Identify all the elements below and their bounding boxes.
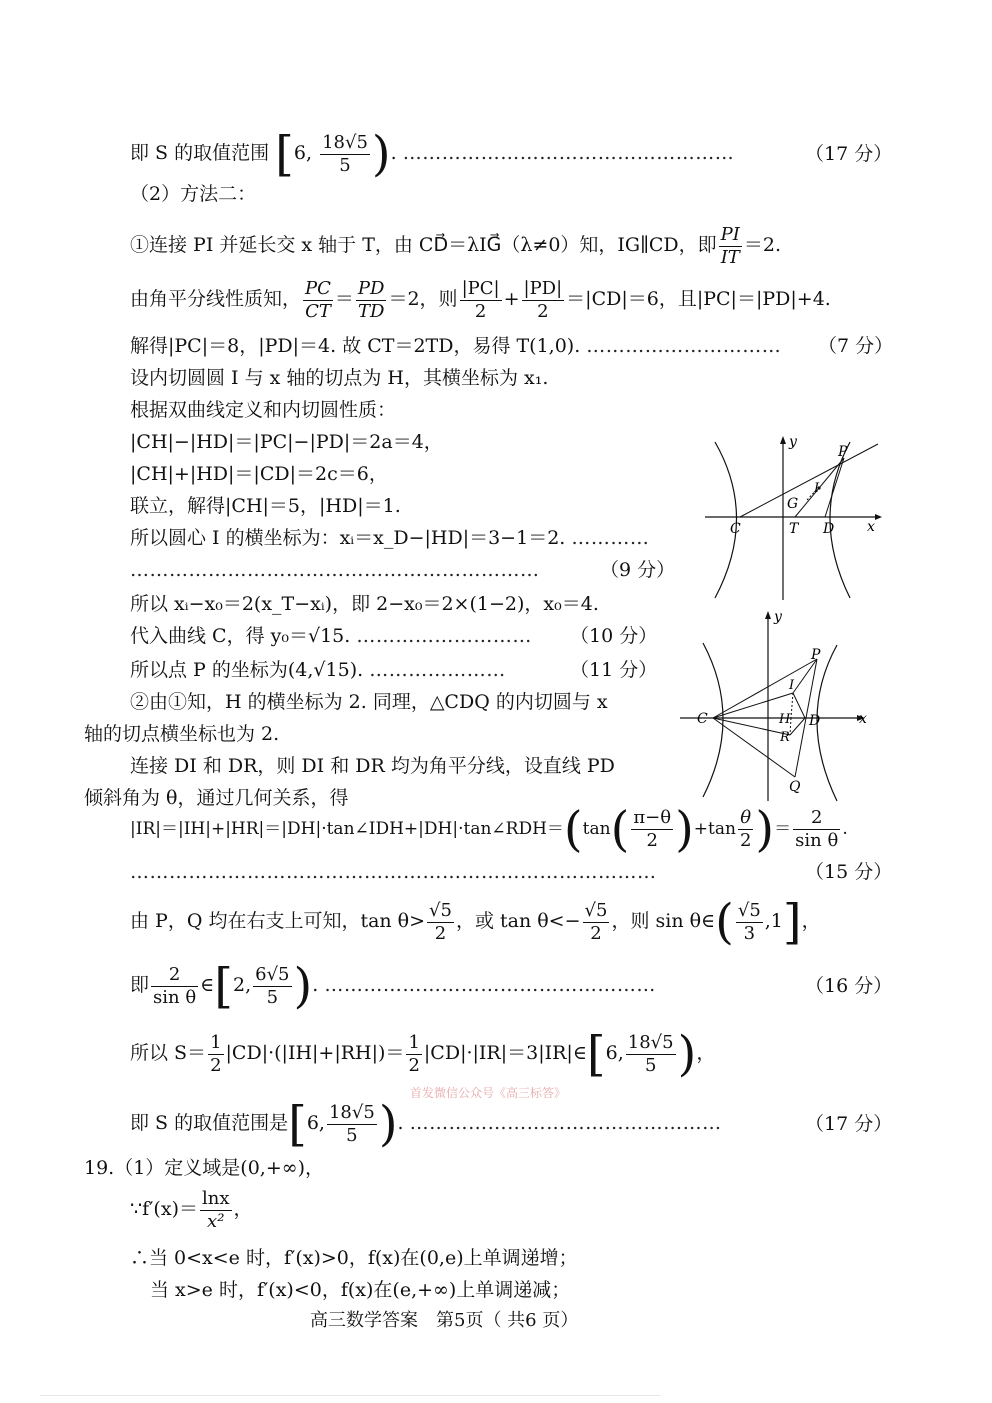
right-branch: [830, 442, 850, 598]
label-d: D: [823, 521, 835, 537]
bracket: ): [675, 801, 694, 858]
text: 所以圆心 I 的横坐标为：xᵢ＝x_D−|HD|＝3−1＝2.: [130, 527, 566, 549]
line-hyperbola-def: 根据双曲线定义和内切圆性质：: [130, 399, 397, 421]
fraction: $\frac{√5}{3}$: [737, 899, 761, 944]
text: |IR|＝|IH|+|HR|＝|DH|·tan∠IDH+|DH|·tan∠RDH＝: [130, 819, 564, 839]
label-t: T: [789, 521, 799, 537]
leader-dots: ………………………………………………………………………: [130, 861, 657, 883]
text: 所以 S＝: [130, 1042, 207, 1064]
line-cp: [740, 444, 878, 517]
hyperbola-figure-1: [700, 430, 890, 605]
score-10: （10 分）: [570, 625, 658, 647]
bracket: (: [563, 801, 583, 858]
line-id: [793, 693, 805, 718]
fraction: $\frac{\theta}{2}$: [739, 807, 752, 851]
text: ，或 tan θ<−: [455, 910, 581, 932]
fraction: $\frac{2}{\text{sin θ}}$: [795, 807, 839, 851]
line-dots-9: [130, 556, 540, 584]
line-cp: [713, 659, 817, 718]
text: ，: [233, 1198, 253, 1220]
text: 所以点 P 的坐标为(4,√15).: [130, 659, 364, 681]
bracket: [: [288, 1096, 307, 1152]
line-solve-pc: [130, 332, 781, 360]
text: 2,: [232, 974, 252, 996]
score-16: （16 分）: [805, 975, 893, 997]
line-method-two: （2）方法二：: [130, 183, 257, 205]
label-q: Q: [789, 779, 801, 795]
line-angle-bisector: [130, 276, 831, 323]
score-15: （15 分）: [805, 861, 893, 883]
label-i: I: [789, 678, 795, 693]
score-11: （11 分）: [570, 659, 658, 681]
line-ch-plus-hd: |CH|+|HD|＝|CD|＝2c＝6，: [130, 463, 388, 485]
leader-dots: ………………………………………………………: [130, 559, 540, 581]
line-q19-domain: 19.（1）定义域是(0,+∞)，: [84, 1157, 325, 1179]
text: ∵f′(x)＝: [130, 1198, 198, 1220]
line-part2-c: 连接 DI 和 DR，则 DI 和 DR 均为角平分线，设直线 PD: [130, 755, 615, 777]
text: |CD|·(|IH|+|RH|)＝: [225, 1042, 405, 1064]
fraction: $\frac{PC}{CT}$: [305, 277, 331, 322]
line-rd: [790, 718, 805, 735]
text: ＝|CD|＝6，且|PC|＝|PD|+4.: [566, 288, 831, 310]
text: +: [503, 288, 520, 310]
line-range-1: 即 S 的取值范围 [6, $\frac{18√5}{5}$ ). ……………………………………………: [130, 126, 735, 182]
label-c: C: [730, 521, 741, 537]
line-derivative: [130, 1184, 253, 1234]
text: 代入曲线 C，得 y₀＝√15.: [130, 625, 351, 647]
fraction: $\frac{\pi-\theta}{2}$: [633, 807, 672, 851]
leader-dots: ………………………: [356, 625, 532, 647]
line-incircle: 设内切圆圆 I 与 x 轴的切点为 H，其横坐标为 x₁.: [130, 367, 549, 389]
fraction: $\frac{18√5}{5}$: [328, 1101, 375, 1146]
line-tan-range: 由 P，Q 均在右支上可知，tan θ> $\frac{√5}{2}$ ，或 tan θ<− $\frac{√5}{2}$ ，则 sin θ∈( $\frac{√5}{3}$ ,1]，: [130, 894, 821, 950]
fraction: $\frac{√5}{2}$: [429, 899, 452, 944]
fraction: $\frac{18√5}{5}$: [627, 1031, 674, 1076]
bracket: ]: [782, 894, 802, 950]
text: ,1: [764, 910, 783, 932]
fraction: $\frac{√5}{2}$: [584, 899, 608, 944]
fraction: $\frac{PI}{IT}$: [720, 223, 740, 268]
text: ＝: [334, 288, 354, 310]
bracket: ): [755, 801, 775, 858]
line-dots-15: [130, 858, 657, 886]
label-x: x: [867, 519, 875, 535]
fraction: $\frac{|PC|}{2}$: [461, 277, 500, 322]
bracket: [: [275, 126, 294, 182]
text: |CD|·|IR|＝3|IR|∈: [423, 1042, 587, 1064]
left-branch: [715, 442, 737, 598]
label-i: I: [814, 481, 820, 496]
fraction: $\frac{6√5}{5}$: [255, 963, 290, 1008]
text: tan: [582, 819, 611, 839]
score-7: （7 分）: [818, 335, 894, 357]
x-arrow: [875, 514, 882, 520]
label-c: C: [697, 711, 708, 727]
line-decreasing: 当 x>e 时，f′(x)<0，f(x)在(e,+∞)上单调递减；: [150, 1279, 571, 1301]
label-y: y: [789, 434, 797, 450]
page-bottom-rule: [40, 1395, 660, 1396]
text: +tan: [693, 819, 736, 839]
fraction: $\frac{|PD|}{2}$: [523, 277, 563, 322]
label-h: H: [779, 712, 791, 727]
line-2-over-sin: 即 $\frac{2}{\text{sin θ}}$ ∈[2, $\frac{6√5}{5}$ ). ……………………………………………: [130, 958, 656, 1014]
fraction: $\frac{\ln x}{\text{x²}}$: [201, 1187, 230, 1232]
line-point-p: [130, 656, 506, 684]
line-x0: 所以 xᵢ−x₀＝2(x_T−xᵢ)，即 2−x₀＝2×(1−2)，x₀＝4.: [130, 593, 599, 615]
line-y0: [130, 622, 532, 650]
label-p: P: [811, 647, 821, 663]
text: ，则 sin θ∈: [611, 910, 716, 932]
text: 6,: [306, 1112, 325, 1134]
score-17b: （17 分）: [805, 1113, 893, 1135]
fraction: $\frac{1}{2}$: [210, 1031, 222, 1076]
bracket: ): [378, 1096, 398, 1152]
score-9: （9 分）: [600, 559, 676, 581]
text: ①连接 PI 并延长交 x 轴于 T，由 CD⃗＝λIG⃗（λ≠0）知，IG∥CD，即: [130, 234, 717, 256]
fraction: $\frac{18√5}{5}$: [322, 131, 368, 176]
leader-dots: …………………………………………: [409, 1112, 722, 1134]
bracket: [: [586, 1026, 606, 1082]
score-17a: （17 分）: [805, 143, 893, 165]
line-connect-pi: [130, 222, 781, 269]
bracket: ): [371, 126, 391, 182]
bracket: ): [677, 1026, 697, 1082]
line-range-final: 即 S 的取值范围是[6, $\frac{18√5}{5}$ ). …………………………………………: [130, 1096, 722, 1152]
line-part2-d: 倾斜角为 θ，通过几何关系，得: [84, 787, 349, 809]
text: 6,: [293, 142, 313, 164]
leader-dots: ……………………………………………: [402, 142, 735, 164]
text: 即 S 的取值范围是: [130, 1112, 289, 1134]
label-y: y: [774, 609, 782, 625]
label-x: x: [859, 711, 867, 727]
line-part2-a: ②由①知，H 的横坐标为 2. 同理，△CDQ 的内切圆与 x: [130, 691, 608, 713]
line-center-i: [130, 524, 649, 552]
bracket: (: [610, 801, 630, 858]
leader-dots: …………………: [369, 659, 506, 681]
watermark: 首发微信公众号《高三标答》: [410, 1086, 567, 1100]
text: 6,: [605, 1042, 624, 1064]
label-g: G: [787, 496, 799, 512]
bracket: [: [214, 958, 233, 1014]
page-footer: 高三数学答案 第5页（ 共6 页）: [310, 1310, 579, 1331]
leader-dots: …………………………: [586, 335, 782, 357]
line-part2-b: 轴的切点横坐标也为 2.: [84, 723, 280, 745]
text: 由角平分线性质知，: [130, 288, 302, 310]
line-solve-ch: 联立，解得|CH|＝5，|HD|＝1.: [130, 495, 401, 517]
text: 由 P，Q 均在右支上可知，tan θ>: [130, 910, 426, 932]
label-r: R: [780, 730, 790, 745]
line-increasing: ∴当 0<x<e 时，f′(x)>0，f(x)在(0,e)上单调递增；: [130, 1247, 578, 1269]
text: ∈: [200, 974, 215, 996]
text: ＝2.: [743, 234, 782, 256]
fraction: $\frac{2}{\text{sin θ}}$: [153, 963, 197, 1008]
text: ＝2，则: [388, 288, 458, 310]
fraction: $\frac{1}{2}$: [408, 1031, 420, 1076]
y-arrow: [780, 436, 786, 444]
text: 即 S 的取值范围: [130, 142, 270, 164]
bracket: (: [715, 894, 734, 950]
text: 即: [130, 974, 150, 996]
label-p: P: [838, 444, 848, 460]
label-d: D: [809, 713, 821, 729]
line-ch-minus-hd: |CH|−|HD|＝|PC|−|PD|＝2a＝4，: [130, 431, 443, 453]
line-ir-formula: |IR|＝|IH|+|HR|＝|DH|·tan∠IDH+|DH|·tan∠RDH＝(tan( $\frac{\pi-\theta}{2}$ )+tan $\frac{\theta}{2}$ )＝ $\frac{2}{\text{sin θ}}$ .: [130, 801, 848, 858]
hyperbola-figure-2: [675, 605, 885, 805]
leader-dots: …………: [571, 527, 650, 549]
fraction: $\frac{PD}{TD}$: [357, 277, 385, 322]
text: 解得|PC|＝8，|PD|＝4. 故 CT＝2TD，易得 T(1,0).: [130, 335, 581, 357]
y-arrow: [765, 611, 771, 619]
line-area-s: 所以 S＝ $\frac{1}{2}$ |CD|·(|IH|+|RH|)＝ $\frac{1}{2}$ |CD|·|IR|＝3|IR|∈[6, $\frac{18√5}{5}$ )，: [130, 1026, 716, 1082]
leader-dots: ……………………………………………: [324, 974, 656, 996]
line-ih: [791, 693, 793, 718]
bracket: ): [293, 958, 313, 1014]
